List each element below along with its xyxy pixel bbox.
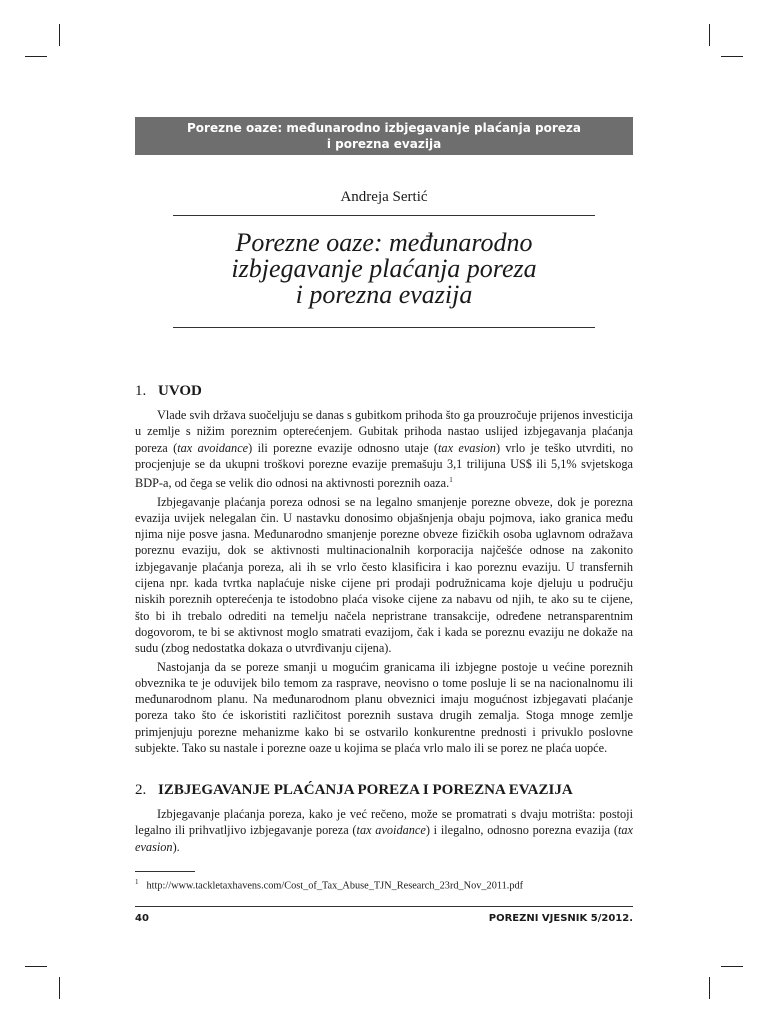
footnote-rule — [135, 871, 195, 872]
running-header — [135, 117, 633, 155]
running-header-line1: Porezne oaze: međunarodno izbjegavanje plaćanja poreza — [187, 121, 581, 135]
crop-mark — [721, 56, 743, 57]
footnote-reference[interactable]: 1 — [449, 476, 453, 485]
footnote — [135, 876, 633, 892]
section-number: 1. — [135, 383, 147, 399]
title-top-rule — [173, 215, 595, 216]
emphasis: tax evasion — [438, 440, 496, 455]
section-heading — [135, 782, 635, 799]
footnote-link[interactable]: http://www.tackletaxhavens.com/Cost_of_Tax_Abuse_TJN_Research_23rd_Nov_2011.pdf — [146, 880, 524, 892]
footer-rule — [135, 906, 633, 907]
paragraph: Nastojanja da se poreze smanji u mogućim granicama ili izbjegne postoje u većine poreznih obveznika te je oduvijek bilo temom za rasprave, neovisno o tome posluje li se na nacionalnomu ili međunarodnom planu. Na međunarodnom planu obveznici imaju mogućnost izbjegavati plaćanje poreza tako što će iskoristiti različitost poreznih sustava drugih zemalja. Stoga mnoge zemlje primjenjuju porezne mehanizme kako bi se ostvarilo konkurentne prednosti i privuklo poslovne subjekte. Tako su nastale i porezne oaze u kojima se plaća vrlo malo ili se porez ne plaća uopće. — [135, 659, 633, 756]
section-heading — [135, 383, 635, 400]
crop-mark — [709, 24, 710, 46]
paragraph: Izbjegavanje plaćanja poreza odnosi se na legalno smanjenje porezne obveze, dok je porezna evazija uvijek nelegalan čin. U nastavku donosimo objašnjenja obaju pojmova, iako granica među njima nije posve jasna. Međunarodno smanjenje porezne obveze fizičkih osoba uglavnom odražava poreznu evaziju, dok se aktivnosti multinacionalnih korporacija najčešće odnose na zakonito izbjegavanje plaćanja poreza, ali ih se vrlo često klasificira i kao poreznu evaziju. U transfernih cijena npr. kada tvrtka naplaćuje niske cijene pri prodaji podružnicama koje djeluju u području niskih poreznih opterećenja te istodobno plaća visoke cijene za nabavu od njih, te ako su te cijene, što bi ih trebalo odrediti na temelju načela nepristrane transakcije, određene netransparentnim dogovorom, te bi se aktivnost moglo smatrati evazijom, čak i kada se poreznu evaziju ne dokaže na sudu (zbog nedostatka dokaza o utvrđivanju cijena). — [135, 494, 633, 656]
footnote-number: 1 — [135, 878, 139, 886]
author-name: Andreja Sertić — [340, 189, 428, 205]
paragraph: Izbjegavanje plaćanja poreza, kako je već rečeno, može se promatrati s dvaju motrišta: postoji legalno ili prihvatljivo izbjegavanje poreza (tax avoidance) i ilegalno, odnosno porezna evazija (tax evasion). — [135, 807, 633, 854]
article-title — [150, 230, 618, 308]
journal-name: POREZNI VJESNIK 5/2012. — [488, 913, 633, 924]
emphasis: tax evasion — [135, 823, 633, 854]
crop-mark — [59, 977, 60, 999]
crop-mark — [25, 966, 47, 967]
section-number: 2. — [135, 782, 147, 798]
section-title: UVOD — [158, 383, 202, 399]
emphasis: tax avoidance — [356, 823, 426, 838]
section-title: IZBJEGAVANJE PLAĆANJA POREZA I POREZNA EVAZIJA — [158, 782, 573, 798]
section-body — [135, 806, 633, 857]
title-line2: izbjegavanje plaćanja poreza — [231, 254, 537, 283]
emphasis: tax avoidance — [177, 440, 249, 455]
paragraph: Vlade svih država suočeljuju se danas s gubitkom prihoda što ga prouzročuje prijenos investicija u zemlje s nižim poreznim opterećenjem. Gubitak prihoda nastao uslijed izbjegavanja plaćanja poreza (tax avoidance) ili porezne evazije odnosno utaje (tax evasion) vrlo je teško utvrditi, no procjenjuje se da ukupni troškovi porezne evazije premašuju 3,1 trilijuna US$ ili 5,1% svjetskoga BDP-a, od čega se velik dio odnosi na aktivnosti poreznih oaza.$^1$ — [135, 408, 634, 491]
crop-mark — [25, 56, 47, 57]
title-line1: Porezne oaze: međunarodno — [235, 228, 533, 257]
crop-mark — [59, 24, 60, 46]
title-bottom-rule — [173, 327, 595, 328]
crop-mark — [721, 966, 743, 967]
section-body — [135, 407, 633, 758]
running-header-line2: i porezna evazija — [326, 137, 442, 151]
title-line3: i porezna evazija — [295, 280, 473, 309]
page-number: 40 — [135, 913, 149, 924]
crop-mark — [709, 977, 710, 999]
